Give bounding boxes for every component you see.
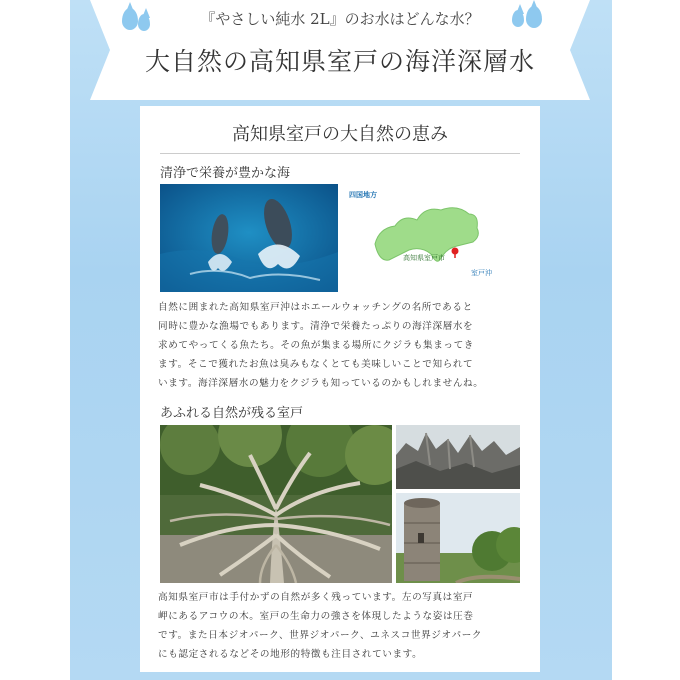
sea-paragraph xyxy=(158,298,524,393)
tower-photo xyxy=(396,493,520,583)
card-title: 高知県室戸の大自然の恵み xyxy=(232,124,448,145)
map-region-label: 四国地方 xyxy=(349,191,377,199)
whale-photo xyxy=(160,184,338,292)
text-line: ます。そこで獲れたお魚は臭みもなくとても美味しいことで知られて xyxy=(158,359,474,370)
text-line: 同時に豊かな漁場でもあります。清浄で栄養たっぷりの海洋深層水を xyxy=(158,321,474,332)
text-line: います。海洋深層水の魅力をクジラも知っているのかもしれませんね。 xyxy=(158,378,484,389)
text-line: にも認定されるなどその地形的特徴も注目されています。 xyxy=(158,649,423,660)
header-subtitle: 『やさしい純水 2L』のお水はどんな水？ xyxy=(200,10,480,28)
text-line: 求めてやってくる魚たち。その魚が集まる場所にクジラも集まってき xyxy=(158,340,475,351)
rock-formation-photo xyxy=(396,425,520,489)
text-line: です。また日本ジオパーク、世界ジオパーク、ユネスコ世界ジオパーク xyxy=(158,630,483,641)
section-heading-nature: あふれる自然が残る室戸 xyxy=(160,406,304,421)
map-city-label: 高知県室戸市 xyxy=(403,254,445,262)
shikoku-map xyxy=(345,184,520,292)
akou-tree-photo xyxy=(160,425,392,583)
content-card xyxy=(140,106,540,672)
text-line: 岬にあるアコウの木。室戸の生命力の強さを体現したような姿は圧巻 xyxy=(158,611,474,622)
nature-paragraph xyxy=(158,588,524,664)
section-heading-sea: 清浄で栄養が豊かな海 xyxy=(160,166,291,181)
text-line: 高知県室戸市は手付かずの自然が多く残っています。左の写真は室戸 xyxy=(158,592,474,603)
map-cape-label: 室戸沖 xyxy=(471,269,492,277)
divider xyxy=(160,153,520,154)
text-line: 自然に囲まれた高知県室戸沖はホエールウォッチングの名所であると xyxy=(158,302,473,313)
page-title: 大自然の高知県室戸の海洋深層水 xyxy=(144,47,535,76)
